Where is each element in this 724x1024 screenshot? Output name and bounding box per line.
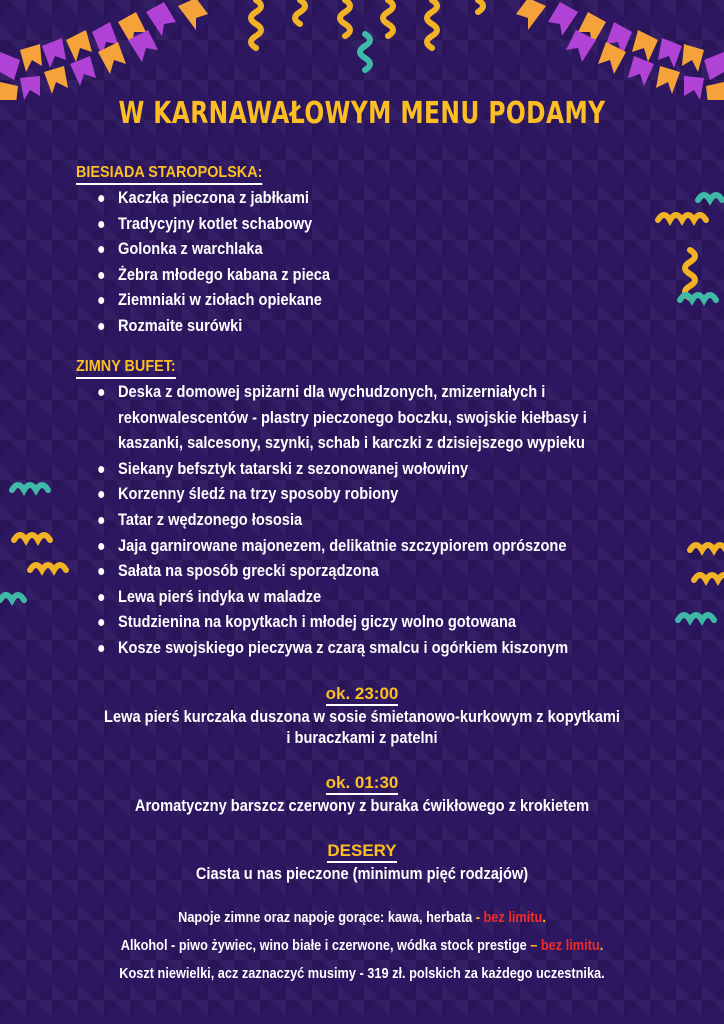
info-text: Napoje zimne oraz napoje gorące: kawa, herbata (178, 909, 473, 926)
menu-list (76, 379, 676, 661)
streamer-decoration-left (0, 460, 70, 610)
info-price: Koszt niewielki, acz zaznaczyć musimy - 319 zł. polskich za każdego uczestnika. (119, 965, 605, 982)
no-limit-badge: bez limitu (483, 909, 543, 926)
menu-list (76, 185, 676, 339)
list-item: Korzenny śledź na trzy sposoby robiony (118, 481, 598, 507)
streamer-decoration-right-bottom (670, 520, 724, 640)
dish-text: i buraczkami z patelni (286, 728, 438, 747)
timed-dish-2300 (0, 684, 724, 748)
list-item: Siekany befsztyk tatarski z sezonowanej wołowiny (118, 456, 598, 482)
section-heading: BIESIADA STAROPOLSKA: (76, 164, 262, 185)
list-item: Żebra młodego kabana z pieca (118, 262, 598, 288)
dish-text: Lewa pierś kurczaka duszona w sosie śmietanowo-kurkowym z kopytkami (104, 707, 620, 726)
list-item: Kosze swojskiego pieczywa z czarą smalcu i ogórkiem kiszonym (118, 635, 598, 661)
no-limit-badge: bez limitu (540, 937, 600, 954)
section-zimny-bufet (76, 358, 676, 661)
dish-text: Aromatyczny barszcz czerwony z buraka ćwikłowego z krokietem (134, 796, 590, 815)
desserts (0, 841, 724, 884)
info-alcohol (54, 932, 669, 960)
time-heading: ok. 01:30 (326, 773, 399, 795)
info-end: . (542, 909, 546, 926)
section-biesiada (76, 164, 676, 339)
list-item: Deska z domowej spiżarni dla wychudzonych, zmizerniałych i rekonwalescentów - plastry pieczonego boczku, swojskie kiełbasy i kaszanki, salcesony, szynki, schab i karczki z dzisiejszego wypieku (118, 379, 634, 456)
list-item: Rozmaite surówki (118, 313, 598, 339)
info-dash: - (472, 909, 484, 926)
bunting-decoration (0, 0, 724, 100)
list-item: Studzienina na kopytkach i młodej giczy wolno gotowana (118, 609, 598, 635)
time-heading: ok. 23:00 (326, 684, 399, 706)
list-item: Tradycyjny kotlet schabowy (118, 211, 598, 237)
list-item: Golonka z warchlaka (118, 236, 598, 262)
page-title: W KARNAWAŁOWYM MENU PODAMY (118, 96, 606, 131)
section-heading: ZIMNY BUFET: (76, 358, 176, 379)
info-dash: – (526, 937, 541, 954)
list-item: Lewa pierś indyka w maladze (118, 584, 598, 610)
timed-dish-0130 (0, 773, 724, 816)
list-item: Kaczka pieczona z jabłkami (118, 185, 598, 211)
list-item: Sałata na sposób grecki sporządzona (118, 558, 598, 584)
info-block (0, 904, 724, 988)
list-item: Tatar z wędzonego łososia (118, 507, 598, 533)
desserts-heading: DESERY (327, 841, 396, 863)
list-item: Jaja garnirowane majonezem, delikatnie szczypiorem oprószone (118, 533, 598, 559)
info-drinks (54, 904, 669, 932)
list-item: Ziemniaki w ziołach opiekane (118, 287, 598, 313)
info-end: . (599, 937, 604, 954)
dish-text: Ciasta u nas pieczone (minimum pięć rodzajów) (195, 864, 529, 883)
info-text: Alkohol - piwo żywiec, wino białe i czerwone, wódka stock prestige (120, 937, 527, 954)
